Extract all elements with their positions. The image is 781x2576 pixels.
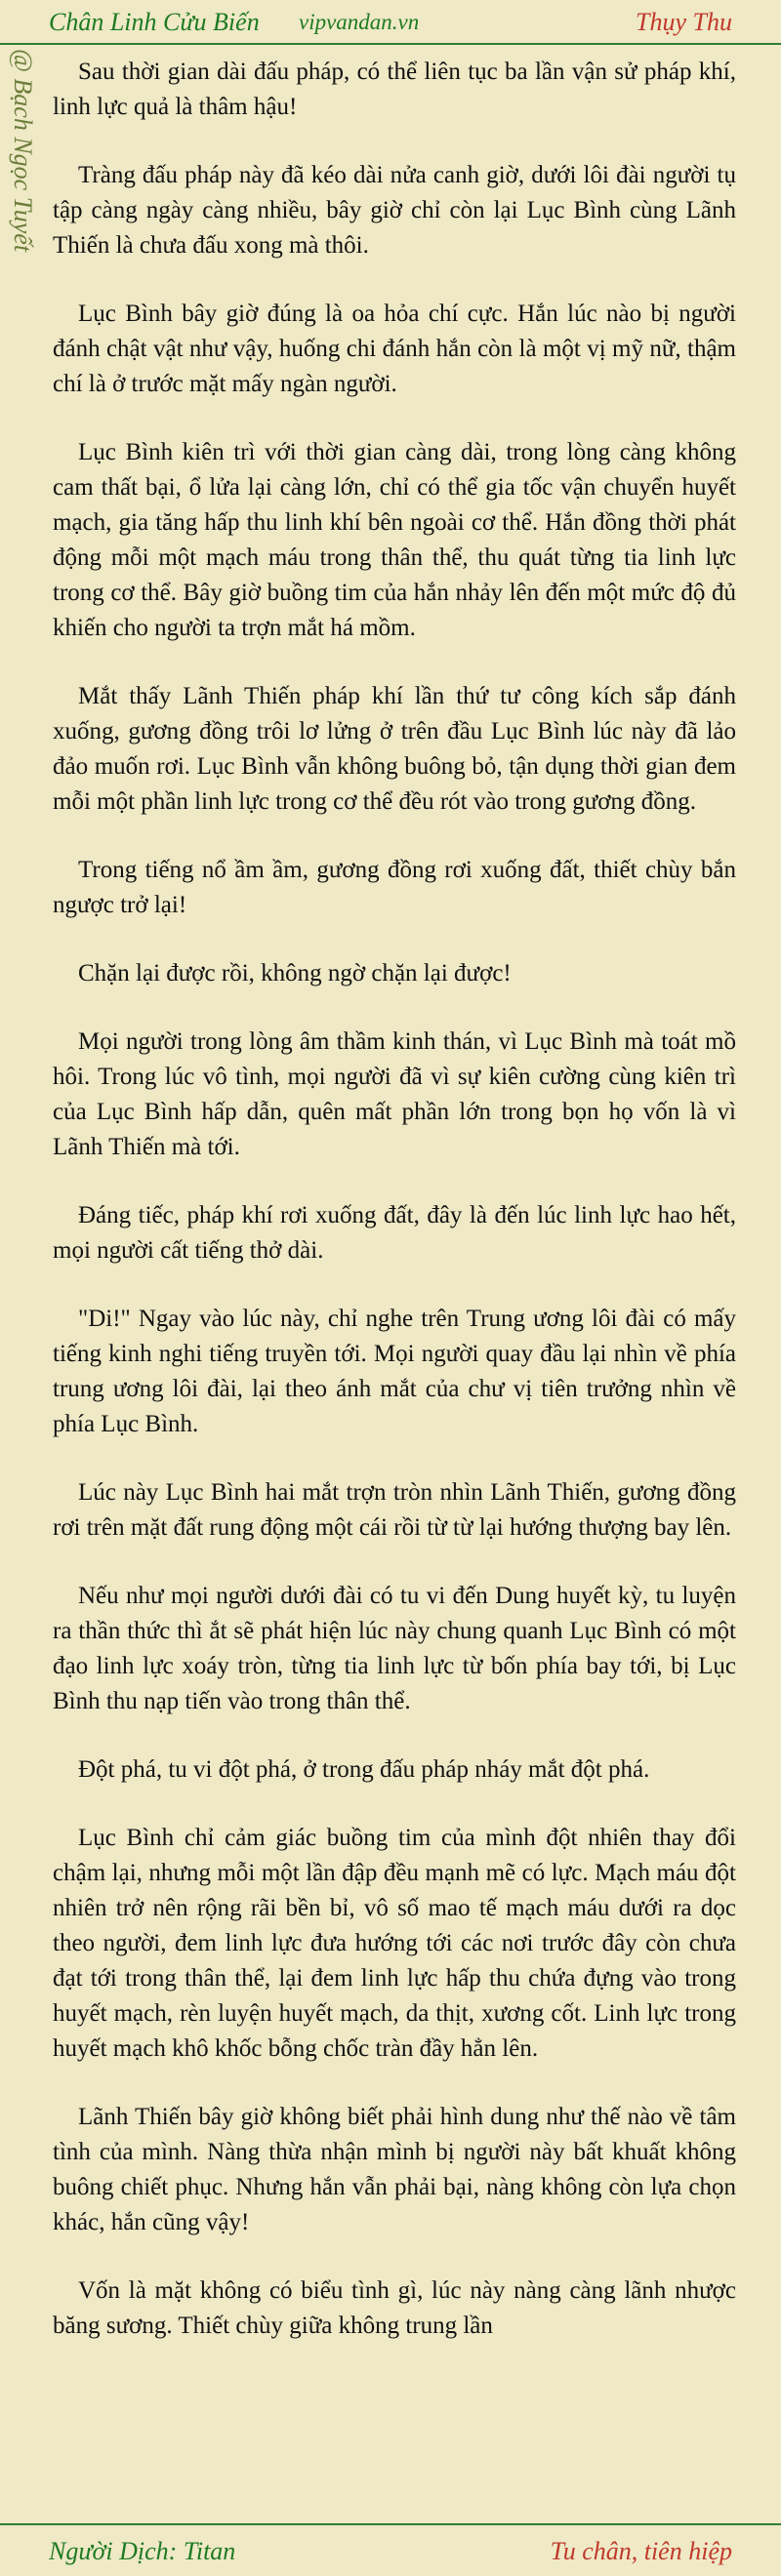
paragraph: Sau thời gian dài đấu pháp, có thể liên tục ba lần vận sử pháp khí, linh lực quả là thâm hậu! <box>53 59 736 120</box>
paragraph: Lục Bình bây giờ đúng là oa hỏa chí cực. Hắn lúc nào bị người đánh chật vật như vậy, huống chi đánh hắn còn là một vị mỹ nữ, thậm chí là ở trước mặt mấy ngàn người. <box>53 301 736 397</box>
book-title: Chân Linh Cửu Biến <box>49 8 260 36</box>
paragraph: Trong tiếng nổ ầm ầm, gương đồng rơi xuống đất, thiết chùy bắn ngược trở lại! <box>53 857 736 918</box>
genre-label: Tu chân, tiên hiệp <box>550 2537 732 2565</box>
paragraph: Đột phá, tu vi đột phá, ở trong đấu pháp nháy mắt đột phá. <box>78 1756 650 1783</box>
paragraph: Đáng tiếc, pháp khí rơi xuống đất, đây là đến lúc linh lực hao hết, mọi người cất tiếng thở dài. <box>53 1202 736 1264</box>
site-name: vipvandan.vn <box>299 10 420 34</box>
author-name: Thụy Thu <box>636 8 732 36</box>
translator-credit: Người Dịch: Titan <box>49 2537 236 2565</box>
paragraph: Tràng đấu pháp này đã kéo dài nửa canh giờ, dưới lôi đài người tụ tập càng ngày càng nhiều, bây giờ chỉ còn lại Lục Bình cùng Lãnh Thiến là chưa đấu xong mà thôi. <box>53 162 736 259</box>
side-margin <box>4 49 37 302</box>
paragraph: "Di!" Ngay vào lúc này, chỉ nghe trên Trung ương lôi đài có mấy tiếng kinh nghi tiếng truyền tới. Mọi người quay đầu lại nhìn về phía trung ương lôi đài, lại theo ánh mắt của chư vị tiên trưởng nhìn về phía Lục Bình. <box>53 1306 736 1437</box>
chapter-body <box>53 55 736 2514</box>
paragraph: Mọi người trong lòng âm thầm kinh thán, vì Lục Bình mà toát mồ hôi. Trong lúc vô tình, mọi người đã vì sự kiên cường cùng kiên trì của Lục Bình hấp dẫn, quên mất phần lớn trong bọn họ vốn là vì Lãnh Thiến mà tới. <box>53 1028 736 1160</box>
paragraph: Lục Bình kiên trì với thời gian càng dài, trong lòng càng không cam thất bại, ổ lửa lại càng lớn, chỉ có thể gia tốc vận chuyển huyết mạch, gia tăng hấp thu linh khí bên ngoài cơ thể. Hắn đồng thời phát động mỗi một mạch máu trong thân thể, thu quát từng tia linh lực trong cơ thể. Bây giờ buồng tim của hắn nhảy lên đến một mức độ đủ khiến cho người ta trợn mắt há mồm. <box>53 439 736 641</box>
paragraph: Vốn là mặt không có biểu tình gì, lúc này nàng càng lãnh nhược băng sương. Thiết chùy giữa không trung lần <box>53 2277 736 2339</box>
paragraph: Lúc này Lục Bình hai mắt trợn tròn nhìn Lãnh Thiến, gương đồng rơi trên mặt đất rung động một cái rồi từ từ lại hướng thượng bay lên. <box>53 1479 736 1541</box>
paragraph: Chặn lại được rồi, không ngờ chặn lại được! <box>78 960 512 986</box>
page-header <box>0 0 781 45</box>
watermark-text: @ Bạch Ngọc Tuyết <box>9 49 37 253</box>
page-footer <box>0 2523 781 2576</box>
paragraph: Lục Bình chỉ cảm giác buồng tim của mình đột nhiên thay đổi chậm lại, nhưng mỗi một lần đập đều mạnh mẽ có lực. Mạch máu đột nhiên trở nên rộng rãi bền bỉ, vô số mao tế mạch máu dưới ra dọc theo người, đem linh lực đưa hướng tới các nơi trước đây còn chưa đạt tới trong thân thể, lại đem linh lực hấp thu chứa đựng vào trong huyết mạch, rèn luyện huyết mạch, da thịt, xương cốt. Linh lực trong huyết mạch khô khốc bỗng chốc tràn đầy hẳn lên. <box>53 1825 736 2062</box>
paragraph: Lãnh Thiến bây giờ không biết phải hình dung như thế nào về tâm tình của mình. Nàng thừa nhận mình bị người này bất khuất không buông chiết phục. Nhưng hắn vẫn phải bại, nàng không còn lựa chọn khác, hắn cũng vậy! <box>53 2104 736 2235</box>
paragraph: Nếu như mọi người dưới đài có tu vi đến Dung huyết kỳ, tu luyện ra thần thức thì ắt sẽ phát hiện lúc này chung quanh Lục Bình có một đạo linh lực xoáy tròn, từng tia linh lực từ bốn phía bay tới, bị Lục Bình thu nạp tiến vào trong thân thể. <box>53 1583 736 1714</box>
paragraph: Mắt thấy Lãnh Thiến pháp khí lần thứ tư công kích sắp đánh xuống, gương đồng trôi lơ lửng ở trên đầu Lục Bình lúc này đã lảo đảo muốn rơi. Lục Bình vẫn không buông bỏ, tận dụng thời gian đem mỗi một phần linh lực trong cơ thể đều rót vào trong gương đồng. <box>53 683 736 815</box>
